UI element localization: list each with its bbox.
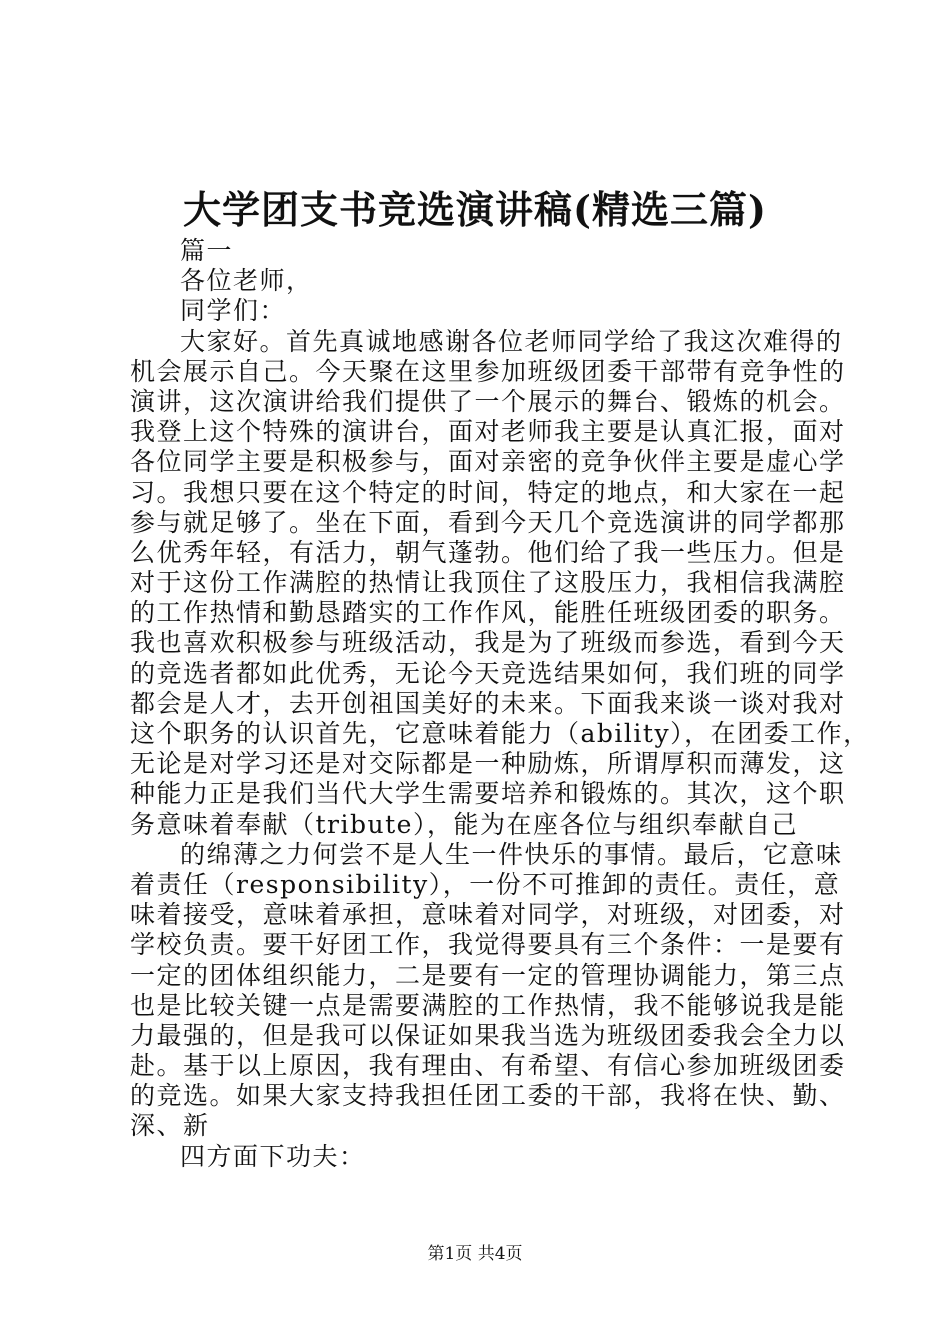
body-line: 对于这份工作满腔的热情让我顶住了这股压力，我相信我满腔 (130, 568, 846, 598)
body-line: 味着接受，意味着承担，意味着对同学，对班级，对团委，对 (130, 900, 846, 930)
body-line: 大家好。首先真诚地感谢各位老师同学给了我这次难得的 (180, 326, 843, 356)
body-line: 学校负责。要干好团工作，我觉得要具有三个条件：一是要有 (130, 930, 846, 960)
body-line: 演讲，这次演讲给我们提供了一个展示的舞台、锻炼的机会。 (130, 386, 846, 416)
body-line: 种能力正是我们当代大学生需要培养和锻炼的。其次，这个职 (130, 779, 846, 809)
document-title: 大学团支书竞选演讲稿(精选三篇) (183, 187, 767, 232)
body-line: 深、新 (130, 1111, 210, 1141)
body-line: 的绵薄之力何尝不是人生一件快乐的事情。最后，它意味 (180, 839, 843, 869)
body-line: 无论是对学习还是对交际都是一种励炼，所谓厚积而薄发，这 (130, 749, 846, 779)
body-line: 着责任（responsibility），一份不可推卸的责任。责任，意 (130, 869, 841, 899)
body-line: 力最强的，但是我可以保证如果我当选为班级团委我会全力以 (130, 1020, 846, 1050)
body-line: 习。我想只要在这个特定的时间，特定的地点，和大家在一起 (130, 477, 846, 507)
body-line: 参与就足够了。坐在下面，看到今天几个竞选演讲的同学都那 (130, 507, 846, 537)
body-line: 务意味着奉献（tribute），能为在座各位与组织奉献自己 (130, 809, 798, 839)
body-line: 我也喜欢积极参与班级活动，我是为了班级而参选，看到今天 (130, 628, 846, 658)
body-line: 的工作热情和勤恳踏实的工作作风，能胜任班级团委的职务。 (130, 598, 846, 628)
body-line: 赴。基于以上原因，我有理由、有希望、有信心参加班级团委 (130, 1051, 846, 1081)
body-line: 我登上这个特殊的演讲台，面对老师我主要是认真汇报，面对 (130, 417, 846, 447)
body-line: 机会展示自己。今天聚在这里参加班级团委干部带有竞争性的 (130, 356, 846, 386)
body-line: 的竞选。如果大家支持我担任团工委的干部，我将在快、勤、 (130, 1081, 846, 1111)
body-line: 一定的团体组织能力，二是要有一定的管理协调能力，第三点 (130, 960, 846, 990)
body-line: 各位同学主要是积极参与，面对亲密的竞争伙伴主要是虚心学 (130, 447, 846, 477)
body-line: 同学们： (180, 296, 287, 326)
body-line: 都会是人才，去开创祖国美好的未来。下面我来谈一谈对我对 (130, 688, 846, 718)
body-line: 的竞选者都如此优秀，无论今天竞选结果如何，我们班的同学 (130, 658, 846, 688)
body-line: 篇一 (180, 236, 234, 265)
body-line: 么优秀年轻，有活力，朝气蓬勃。他们给了我一些压力。但是 (130, 537, 846, 567)
body-line: 四方面下功夫： (180, 1141, 366, 1171)
document-body (130, 236, 870, 1172)
page-footer: 第1页 共4页 (427, 1244, 523, 1264)
body-line: 也是比较关键一点是需要满腔的工作热情，我不能够说我是能 (130, 990, 846, 1020)
body-line: 各位老师， (180, 266, 313, 296)
body-line: 这个职务的认识首先，它意味着能力（ability），在团委工作， (130, 719, 870, 748)
